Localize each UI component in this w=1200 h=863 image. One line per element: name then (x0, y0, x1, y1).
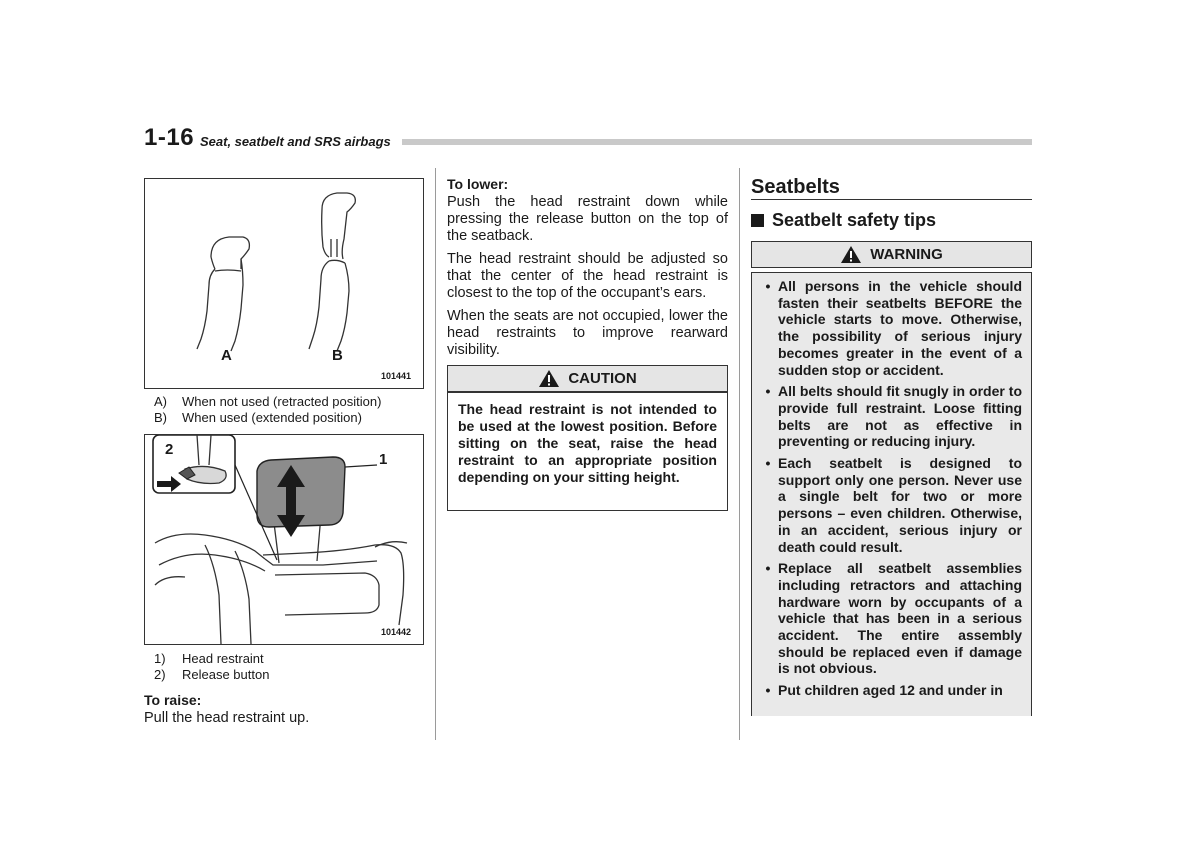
column-divider (739, 168, 740, 740)
position-label-a: A (221, 347, 232, 364)
bullet-text: Replace all seatbelt assemblies including retractors and attaching hardware worn by occupants of a vehicle that has been in a serious accident. The entire assembly should be replaced even if damage is not obvious. (778, 560, 1022, 677)
caption-text: Release button (182, 667, 270, 682)
list-item (758, 383, 1022, 450)
warning-triangle-icon (538, 369, 560, 388)
caption-item (154, 394, 424, 410)
figure1-captions (154, 394, 424, 426)
figure-release-button (144, 434, 424, 645)
bullet-text: All belts should fit snugly in order to provide full restraint. Loose fitting belts are not as effective in preventing or reducing injury. (778, 383, 1022, 450)
seatbelts-rule (751, 199, 1032, 200)
warning-triangle-icon (840, 245, 862, 264)
figure-id: 101442 (381, 627, 412, 637)
seatbelt-safety-tips-heading (751, 210, 936, 231)
header-rule (402, 139, 1032, 145)
warning-title: WARNING (870, 246, 943, 263)
caption-text: When not used (retracted position) (182, 394, 382, 409)
column-divider (435, 168, 436, 740)
lower-text: Push the head restraint down while pressing the release button on the top of the seatback. (447, 194, 728, 244)
caption-key: 2) (154, 667, 166, 682)
list-item (758, 560, 1022, 677)
list-item (758, 682, 1022, 699)
callout-1: 1 (379, 451, 388, 468)
caption-item (154, 410, 424, 426)
caption-key: B) (154, 410, 167, 425)
lower-para-2: The head restraint should be adjusted so that the center of the head restraint is closest to the top of the occupant’s ears. (447, 251, 728, 301)
caption-text: When used (extended position) (182, 410, 362, 425)
caption-item (154, 651, 424, 667)
seatbelts-heading: Seatbelts (751, 176, 840, 198)
lower-section (447, 176, 728, 359)
position-label-b: B (332, 347, 343, 364)
caption-key: 1) (154, 651, 166, 666)
bullet-icon: • (765, 560, 771, 577)
page-header (144, 124, 1032, 154)
warning-body (751, 272, 1032, 716)
raise-section (144, 692, 424, 727)
bullet-icon: • (765, 278, 771, 294)
caution-text: The head restraint is not intended to be used at the lowest position. Before sitting on the seat, raise the head restraint to an appropriate position depending on your sitting height. (458, 401, 717, 485)
bullet-icon: • (765, 383, 771, 400)
bullet-text: Each seatbelt is designed to support only one person. Never use a single belt for two or more persons – even children. Otherwise, in an accident, serious injury or death could result. (778, 455, 1022, 555)
square-bullet-icon (751, 214, 764, 227)
callout-2: 2 (165, 441, 174, 458)
head-restraint-positions-illustration (145, 179, 423, 388)
bullet-icon: • (765, 455, 771, 472)
section-title: Seat, seatbelt and SRS airbags (200, 134, 391, 149)
caution-title: CAUTION (568, 370, 637, 387)
list-item (758, 455, 1022, 555)
caption-key: A) (154, 394, 167, 409)
figure-head-restraint-positions (144, 178, 424, 389)
lower-label: To lower: (447, 176, 509, 192)
bullet-text: All persons in the vehicle should fasten their seatbelts BEFORE the vehicle starts to move. Otherwise, the possibility of serious injury becomes greater in the event of a sudden stop or accident. (778, 278, 1022, 378)
caution-body (447, 392, 728, 511)
raise-text: Pull the head restraint up. (144, 710, 310, 726)
bullet-icon: • (765, 682, 771, 699)
lower-para-3: When the seats are not occupied, lower the head restraints to improve rearward visibility. (447, 308, 728, 358)
caption-item (154, 667, 424, 683)
figure2-captions (154, 651, 424, 683)
warning-bullet-list (752, 273, 1031, 699)
warning-header (751, 241, 1032, 268)
figure-id: 101441 (381, 371, 412, 381)
bullet-text: Put children aged 12 and under in (778, 682, 1003, 699)
caption-text: Head restraint (182, 651, 264, 666)
page-number: 1-16 (144, 124, 195, 151)
list-item (758, 278, 1022, 378)
subheading-text: Seatbelt safety tips (772, 210, 937, 230)
raise-label: To raise: (144, 692, 202, 708)
caution-header (447, 365, 728, 392)
